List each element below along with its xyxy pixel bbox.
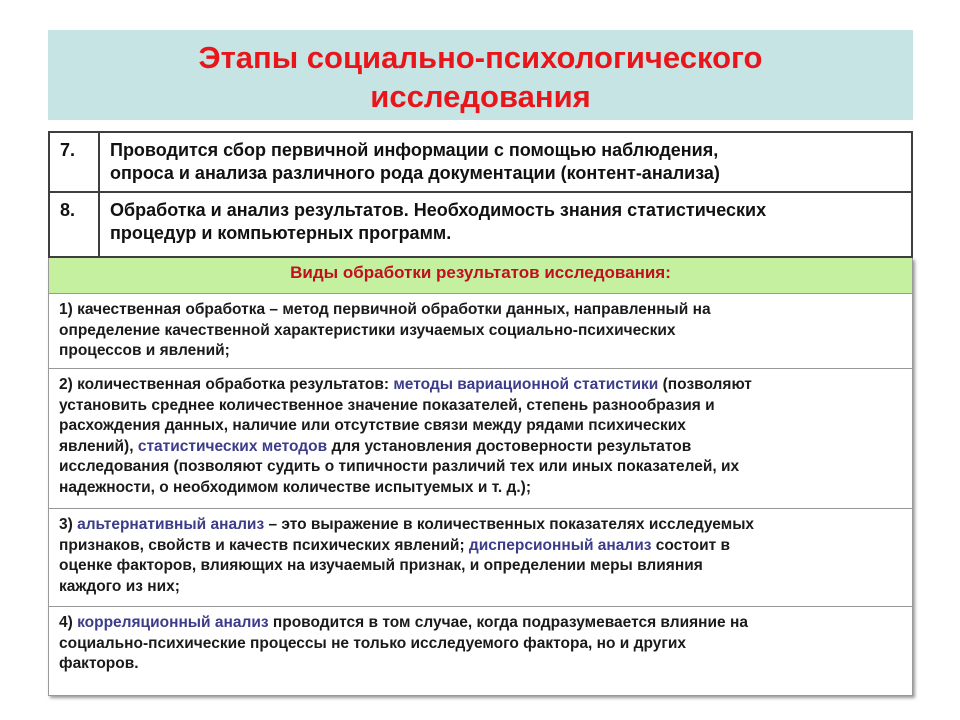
text-segment: (позволяют [658,376,752,393]
text-segment: – это выражение в количественных показателях исследуемых [264,516,755,533]
term-dispersion-analysis: дисперсионный анализ [468,536,652,554]
stage-number: 8. [50,193,100,256]
item-line: установить среднее количественное значение показателей, степень разнообразия и [59,396,715,414]
processing-types-table [48,258,913,696]
item-line: факторов. [59,655,139,672]
item-line: определение качественной характеристики изучаемых социально-психических [59,321,676,339]
text-segment: для установления достоверности результатов [327,437,692,455]
stage-text-line: процедур и компьютерных программ. [110,223,452,243]
item-line: каждого из них; [59,577,180,595]
text-segment: проводится в том случае, когда подразумевается влияние на [268,614,748,631]
item-line [59,536,904,557]
item-line [59,437,904,458]
stage-row-7 [48,131,913,193]
processing-type-qualitative [49,294,912,369]
item-line: социально-психические процессы не только исследуемого фактора, но и других [59,634,686,652]
item-line: 1) качественная обработка – метод первичной обработки данных, направленный на [59,301,711,318]
item-line: надежности, о необходимом количестве испытуемых и т. д.); [59,478,532,496]
stage-text [110,139,895,185]
text-segment: состоит в [651,536,731,554]
slide-title [48,30,913,120]
title-line-1: Этапы социально-психологического [198,40,763,75]
term-statistical-methods: статистических методов [137,437,328,455]
stage-number: 7. [50,133,100,191]
stage-text-line: Обработка и анализ результатов. Необходимость знания статистических [110,200,767,220]
item-line [59,515,904,536]
processing-type-quantitative [49,369,912,509]
stage-text-line: опроса и анализа различного рода документации (контент-анализа) [110,163,720,183]
text-segment: 2) количественная обработка результатов: [59,376,394,393]
text-segment: 3) [59,516,78,533]
text-segment: 4) [59,614,78,631]
item-line [59,375,904,396]
stage-text [110,199,895,245]
term-variation-statistics: методы вариационной статистики [393,376,659,393]
processing-type-alternative [49,509,912,607]
processing-type-correlation [49,607,912,696]
item-line: оценке факторов, влияющих на изучаемый признак, и определении меры влияния [59,557,703,574]
term-alternative-analysis: альтернативный анализ [77,516,265,533]
text-segment: явлений), [59,437,138,455]
text-segment: признаков, свойств и качеств психических явлений; [59,536,469,554]
stage-row-8 [48,193,913,258]
stage-text-line: Проводится сбор первичной информации с помощью наблюдения, [110,140,719,160]
item-line [59,613,904,634]
types-header: Виды обработки результатов исследования: [49,258,912,294]
item-line: процессов и явлений; [59,342,230,359]
title-line-2: исследования [370,79,591,114]
item-line: исследования (позволяют судить о типичности различий тех или иных показателей, их [59,458,740,475]
item-line: расхождения данных, наличие или отсутствие связи между рядами психических [59,417,686,434]
term-correlation-analysis: корреляционный анализ [77,614,269,631]
